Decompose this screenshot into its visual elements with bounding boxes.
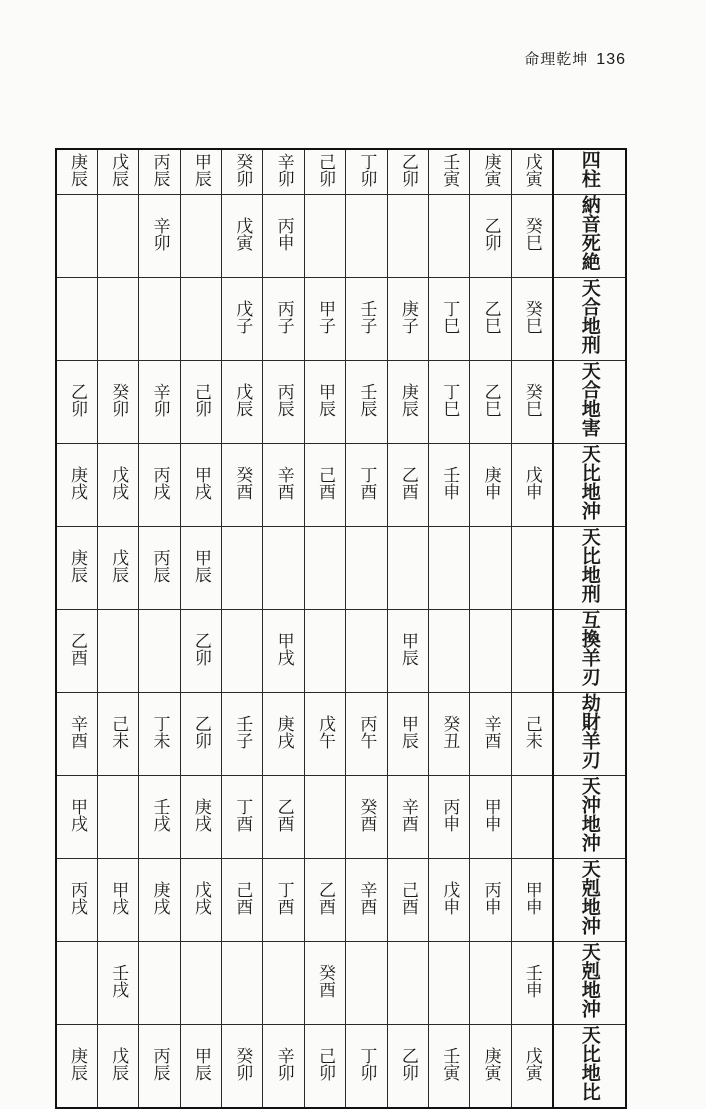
table-cell [470,693,511,776]
ganzhi-text: 戊辰 [108,152,129,187]
ganzhi-text: 己未 [108,714,129,749]
table-row [56,610,626,693]
table-cell [511,195,552,278]
ganzhi-text: 丙申 [439,797,460,832]
table-cell [429,444,470,527]
ganzhi-text: 戊戌 [108,465,129,500]
ganzhi-text: 甲子 [315,299,336,334]
table-row [56,1025,626,1109]
ganzhi-text: 庚寅 [480,1046,501,1081]
ganzhi-text: 乙酉 [315,880,336,915]
ganzhi-text: 庚戌 [273,714,294,749]
table-cell [97,776,138,859]
table-cell [387,278,428,361]
table-row [56,776,626,859]
table-cell [304,278,345,361]
table-cell [346,361,387,444]
table-cell [429,278,470,361]
table-cell [139,278,180,361]
ganzhi-text: 庚戌 [66,465,87,500]
table-cell [429,859,470,942]
ganzhi-text: 庚辰 [397,382,418,417]
row-label [553,149,626,195]
table-cell [56,859,97,942]
ganzhi-text: 壬申 [521,963,542,998]
table-cell [180,776,221,859]
table-cell [429,693,470,776]
table-cell [263,149,304,195]
ganzhi-text: 甲戌 [66,797,87,832]
ganzhi-text: 戊辰 [108,548,129,583]
table-cell [97,444,138,527]
table-cell [346,278,387,361]
row-label-text: 天比地沖 [578,444,601,520]
table-cell [139,149,180,195]
ganzhi-text: 甲申 [521,880,542,915]
row-label [553,361,626,444]
table-cell [263,444,304,527]
table-cell [180,942,221,1025]
row-label-text: 劫財羊刃 [578,693,601,769]
table-cell [346,527,387,610]
table-cell [470,195,511,278]
row-label-text: 天沖地沖 [578,776,601,852]
ganzhi-text: 甲辰 [315,382,336,417]
table-cell [429,776,470,859]
table-cell [470,776,511,859]
table-cell [263,693,304,776]
table-cell [263,610,304,693]
ganzhi-text: 戊辰 [108,1046,129,1081]
ganzhi-text: 癸卯 [232,152,253,187]
table-cell [429,610,470,693]
ganzhi-text: 丁酉 [356,465,377,500]
table-cell [429,149,470,195]
ganzhi-text: 辛酉 [66,714,87,749]
table-cell [56,444,97,527]
table-cell [387,942,428,1025]
ganzhi-text: 甲辰 [397,631,418,666]
ganzhi-text: 甲辰 [190,1046,211,1081]
table-cell [346,149,387,195]
table-cell [139,776,180,859]
ganzhi-text: 戊寅 [521,1046,542,1081]
ganzhi-text: 庚寅 [480,152,501,187]
ganzhi-text: 壬子 [232,714,253,749]
table-cell [511,361,552,444]
table-cell [97,1025,138,1109]
ganzhi-text: 戊申 [439,880,460,915]
ganzhi-text: 戊辰 [232,382,253,417]
table-cell [56,693,97,776]
table-cell [263,1025,304,1109]
table-cell [222,527,263,610]
row-label [553,444,626,527]
page-number: 136 [596,51,626,68]
ganzhi-text: 乙酉 [66,631,87,666]
table-cell [139,1025,180,1109]
table-cell [56,942,97,1025]
table-cell [470,278,511,361]
table-cell [470,610,511,693]
table-cell [222,776,263,859]
table-cell [139,942,180,1025]
ganzhi-text: 甲申 [480,797,501,832]
table-cell [387,527,428,610]
ganzhi-text: 辛卯 [273,1046,294,1081]
ganzhi-text: 庚戌 [190,797,211,832]
ganzhi-text: 辛酉 [273,465,294,500]
table-cell [346,776,387,859]
ganzhi-text: 乙酉 [273,797,294,832]
ganzhi-text: 癸巳 [521,382,542,417]
ganzhi-text: 丙子 [273,299,294,334]
table-cell [222,361,263,444]
row-label-text: 四柱 [578,150,601,188]
table-cell [346,195,387,278]
table-cell [470,149,511,195]
table-cell [97,278,138,361]
table-cell [346,444,387,527]
ganzhi-text: 己卯 [315,1046,336,1081]
ganzhi-text: 壬戌 [108,963,129,998]
table-cell [304,610,345,693]
table-cell [470,942,511,1025]
table-cell [429,527,470,610]
page-header [524,48,626,69]
table-cell [346,693,387,776]
ganzhi-text: 乙卯 [190,714,211,749]
table-cell [222,195,263,278]
table-cell [387,1025,428,1109]
ganzhi-text: 己酉 [232,880,253,915]
table-row [56,149,626,195]
row-label-text: 天剋地沖 [578,942,601,1018]
row-label [553,859,626,942]
table-row [56,942,626,1025]
table-cell [180,610,221,693]
ganzhi-text: 庚辰 [66,1046,87,1081]
ganzhi-text: 辛酉 [397,797,418,832]
row-label [553,610,626,693]
ganzhi-text: 戊寅 [232,216,253,251]
table-cell [387,610,428,693]
table-cell [56,361,97,444]
ganzhi-text: 癸巳 [521,216,542,251]
row-label [553,1025,626,1109]
row-label-text: 互換羊刃 [578,610,601,686]
ganzhi-text: 辛卯 [149,216,170,251]
table-cell [304,1025,345,1109]
table-cell [387,195,428,278]
table-cell [304,195,345,278]
table-cell [387,444,428,527]
table-cell [97,527,138,610]
ganzhi-text: 辛酉 [356,880,377,915]
ganzhi-text: 乙卯 [480,216,501,251]
table-cell [56,776,97,859]
ganzhi-text: 丁未 [149,714,170,749]
table-cell [429,1025,470,1109]
ganzhi-text: 己酉 [315,465,336,500]
table-cell [304,444,345,527]
ganzhi-text: 丙辰 [149,152,170,187]
row-label-text: 天合地害 [578,361,601,437]
ganzhi-text: 己卯 [190,382,211,417]
ganzhi-text: 庚申 [480,465,501,500]
ganzhi-text: 癸丑 [439,714,460,749]
row-label [553,195,626,278]
row-label [553,278,626,361]
table-cell [222,610,263,693]
ganzhi-text: 丁酉 [273,880,294,915]
table-cell [222,942,263,1025]
ganzhi-text: 乙卯 [397,1046,418,1081]
ganzhi-text: 庚子 [397,299,418,334]
table-cell [304,693,345,776]
table-cell [97,859,138,942]
table-cell [139,444,180,527]
ganzhi-text: 丁巳 [439,299,460,334]
ganzhi-text: 丙戌 [66,880,87,915]
table-cell [222,444,263,527]
ganzhi-text: 丁卯 [356,152,377,187]
ganzhi-text: 乙巳 [480,299,501,334]
table-cell [304,149,345,195]
row-label [553,942,626,1025]
ganzhi-text: 丙午 [356,714,377,749]
table-cell [429,361,470,444]
table-cell [180,149,221,195]
ganzhi-text: 戊戌 [190,880,211,915]
table-cell [180,195,221,278]
table-cell [387,149,428,195]
ganzhi-text: 辛卯 [273,152,294,187]
ganzhi-text: 甲辰 [190,548,211,583]
ganzhi-text: 癸巳 [521,299,542,334]
ganzhi-text: 乙卯 [190,631,211,666]
ganzhi-text: 癸酉 [232,465,253,500]
table-cell [470,444,511,527]
ganzhi-text: 丙申 [480,880,501,915]
table-cell [56,527,97,610]
table-cell [511,859,552,942]
table-cell [263,776,304,859]
ganzhi-text: 甲戌 [273,631,294,666]
table-cell [180,278,221,361]
table-cell [387,361,428,444]
row-label-text: 天比地刑 [578,527,601,603]
ganzhi-text: 己卯 [315,152,336,187]
ganzhi-text: 壬申 [439,465,460,500]
table-cell [346,610,387,693]
book-title: 命理乾坤 [524,50,589,68]
ganzhi-text: 丙申 [273,216,294,251]
table-cell [263,361,304,444]
table-cell [511,1025,552,1109]
table-cell [511,278,552,361]
row-label-text: 天合地刑 [578,278,601,354]
table-cell [346,942,387,1025]
table-cell [56,195,97,278]
table-cell [139,195,180,278]
ganzhi-text: 戊午 [315,714,336,749]
table-cell [180,527,221,610]
ganzhi-text: 庚辰 [66,152,87,187]
table-row [56,527,626,610]
table-cell [470,1025,511,1109]
ganzhi-text: 甲辰 [397,714,418,749]
ganzhi-text: 壬戌 [149,797,170,832]
table-cell [304,361,345,444]
ganzhi-text: 癸卯 [232,1046,253,1081]
ganzhi-text: 丙辰 [149,548,170,583]
ganzhi-text: 辛卯 [149,382,170,417]
row-label [553,776,626,859]
ganzhi-text: 甲戌 [190,465,211,500]
ganzhi-text: 丁卯 [356,1046,377,1081]
ganzhi-text: 癸酉 [356,797,377,832]
table-cell [470,527,511,610]
table-cell [56,1025,97,1109]
ganzhi-text: 壬辰 [356,382,377,417]
row-label-text: 納音死絶 [578,195,601,271]
ganzhi-text: 丁巳 [439,382,460,417]
ganzhi-text: 壬子 [356,299,377,334]
table-cell [470,859,511,942]
table-cell [387,776,428,859]
table-cell [304,859,345,942]
table-row [56,693,626,776]
table-cell [429,195,470,278]
table-cell [263,278,304,361]
table-cell [139,361,180,444]
row-label [553,527,626,610]
table-cell [139,693,180,776]
table-cell [511,942,552,1025]
ganzhi-text: 丙辰 [149,1046,170,1081]
ganzhi-text: 丙戌 [149,465,170,500]
table-cell [511,527,552,610]
table-row [56,444,626,527]
ganzhi-text: 庚戌 [149,880,170,915]
table-row [56,361,626,444]
table-cell [222,693,263,776]
table-cell [222,278,263,361]
table-cell [56,278,97,361]
table-cell [180,693,221,776]
ganzhi-text: 戊申 [521,465,542,500]
bazi-table [55,148,627,1109]
table-cell [97,942,138,1025]
table-cell [180,444,221,527]
table-cell [97,693,138,776]
table-cell [387,693,428,776]
table-cell [304,942,345,1025]
table-cell [139,610,180,693]
ganzhi-text: 己酉 [397,880,418,915]
ganzhi-text: 甲辰 [190,152,211,187]
ganzhi-text: 戊子 [232,299,253,334]
table-cell [222,1025,263,1109]
table-cell [222,149,263,195]
ganzhi-text: 乙卯 [397,152,418,187]
ganzhi-text: 癸酉 [315,963,336,998]
ganzhi-text: 辛酉 [480,714,501,749]
ganzhi-text: 乙卯 [66,382,87,417]
table-row [56,859,626,942]
table-cell [263,195,304,278]
table-cell [511,776,552,859]
table-cell [222,859,263,942]
table-cell [470,361,511,444]
table-row [56,195,626,278]
row-label-text: 天剋地沖 [578,859,601,935]
table-cell [97,361,138,444]
table-cell [180,361,221,444]
table-cell [304,776,345,859]
table-cell [511,693,552,776]
table-cell [263,527,304,610]
ganzhi-text: 乙酉 [397,465,418,500]
ganzhi-text: 庚辰 [66,548,87,583]
ganzhi-text: 壬寅 [439,152,460,187]
ganzhi-text: 戊寅 [521,152,542,187]
ganzhi-text: 己未 [521,714,542,749]
row-label-text: 天比地比 [578,1025,601,1101]
table-cell [346,859,387,942]
ganzhi-text: 癸卯 [108,382,129,417]
ganzhi-text: 丙辰 [273,382,294,417]
ganzhi-text: 丁酉 [232,797,253,832]
table-cell [511,444,552,527]
table-row [56,278,626,361]
table-cell [346,1025,387,1109]
table-cell [263,859,304,942]
table-cell [511,610,552,693]
table-cell [263,942,304,1025]
table-cell [97,149,138,195]
row-label [553,693,626,776]
table-cell [387,859,428,942]
table-cell [180,1025,221,1109]
table-cell [97,195,138,278]
ganzhi-text: 乙巳 [480,382,501,417]
ganzhi-text: 壬寅 [439,1046,460,1081]
table-cell [139,527,180,610]
table-cell [304,527,345,610]
table-cell [97,610,138,693]
ganzhi-text: 甲戌 [108,880,129,915]
table-cell [429,942,470,1025]
table-cell [56,149,97,195]
table-cell [139,859,180,942]
table-cell [511,149,552,195]
table-cell [180,859,221,942]
table-cell [56,610,97,693]
